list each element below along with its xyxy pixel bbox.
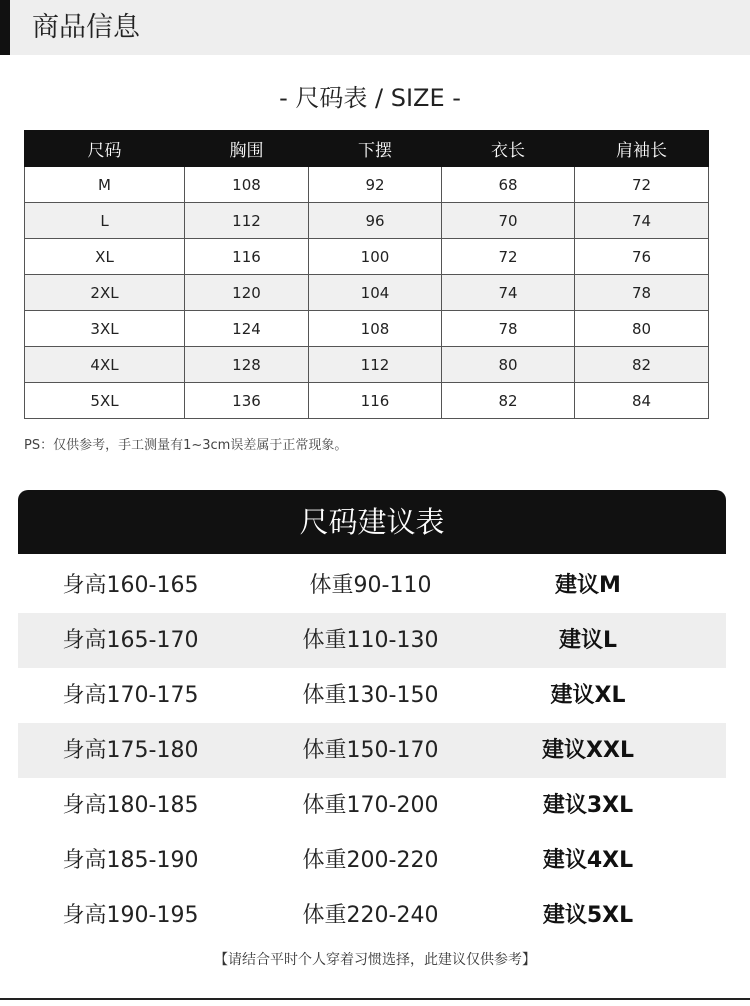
cell-chest: 120 [185,275,309,311]
list-item [18,723,726,778]
bottom-divider [0,998,750,1000]
cell-hem: 100 [309,239,442,275]
column-header-shoulder-sleeve: 肩袖长 [575,131,709,167]
cell-shoulder-sleeve: 84 [575,383,709,419]
list-item [18,833,726,888]
cell-shoulder-sleeve: 82 [575,347,709,383]
cell-size: L [25,203,185,239]
cell-length: 72 [442,239,575,275]
cell-shoulder-sleeve: 76 [575,239,709,275]
column-header-size: 尺码 [25,131,185,167]
table-row [25,167,709,203]
weight-range: 体重170-200 [302,793,439,818]
recommendation-title: 尺码建议表 [18,490,726,554]
cell-chest: 128 [185,347,309,383]
cell-length: 78 [442,311,575,347]
measurement-note: PS：仅供参考，手工测量有1~3cm误差属于正常现象。 [24,438,348,453]
cell-chest: 124 [185,311,309,347]
list-item [18,888,726,943]
suggested-size: 建议L [558,628,618,653]
cell-length: 70 [442,203,575,239]
cell-chest: 108 [185,167,309,203]
cell-chest: 112 [185,203,309,239]
list-item [18,558,726,613]
suggested-size: 建议4XL [542,848,634,873]
table-row [25,347,709,383]
size-table-header-row [25,131,709,167]
cell-shoulder-sleeve: 74 [575,203,709,239]
list-item [18,668,726,723]
cell-hem: 108 [309,311,442,347]
height-range: 身高165-170 [62,628,199,653]
weight-range: 体重130-150 [302,683,439,708]
height-range: 身高185-190 [62,848,199,873]
table-row [25,239,709,275]
cell-hem: 116 [309,383,442,419]
weight-range: 体重200-220 [302,848,439,873]
cell-size: 4XL [25,347,185,383]
size-chart-table [24,130,709,419]
section-header [0,0,750,55]
cell-chest: 116 [185,239,309,275]
weight-range: 体重90-110 [309,573,432,598]
suggested-size: 建议XL [550,683,626,708]
cell-length: 74 [442,275,575,311]
suggested-size: 建议M [555,573,621,598]
section-title: 商品信息 [32,12,140,43]
cell-hem: 96 [309,203,442,239]
cell-hem: 104 [309,275,442,311]
cell-length: 80 [442,347,575,383]
cell-hem: 112 [309,347,442,383]
height-range: 身高160-165 [62,573,199,598]
cell-shoulder-sleeve: 78 [575,275,709,311]
table-row [25,275,709,311]
cell-size: M [25,167,185,203]
column-header-length: 衣长 [442,131,575,167]
list-item [18,778,726,833]
weight-range: 体重220-240 [302,903,439,928]
size-chart-title: - 尺码表 / SIZE - [279,84,461,112]
table-row [25,311,709,347]
height-range: 身高175-180 [62,738,199,763]
cell-size: XL [25,239,185,275]
cell-chest: 136 [185,383,309,419]
table-row [25,203,709,239]
cell-size: 3XL [25,311,185,347]
cell-shoulder-sleeve: 80 [575,311,709,347]
cell-size: 5XL [25,383,185,419]
recommendation-footer-note: 【请结合平时个人穿着习惯选择，此建议仅供参考】 [214,952,536,968]
list-item [18,613,726,668]
column-header-hem: 下摆 [309,131,442,167]
recommendation-list [18,558,726,943]
cell-hem: 92 [309,167,442,203]
height-range: 身高170-175 [62,683,199,708]
suggested-size: 建议3XL [542,793,634,818]
height-range: 身高180-185 [62,793,199,818]
cell-length: 68 [442,167,575,203]
weight-range: 体重110-130 [302,628,439,653]
suggested-size: 建议XXL [542,738,634,763]
weight-range: 体重150-170 [302,738,439,763]
cell-shoulder-sleeve: 72 [575,167,709,203]
column-header-chest: 胸围 [185,131,309,167]
cell-length: 82 [442,383,575,419]
suggested-size: 建议5XL [542,903,634,928]
height-range: 身高190-195 [62,903,199,928]
table-row [25,383,709,419]
cell-size: 2XL [25,275,185,311]
header-accent-bar [0,0,10,55]
